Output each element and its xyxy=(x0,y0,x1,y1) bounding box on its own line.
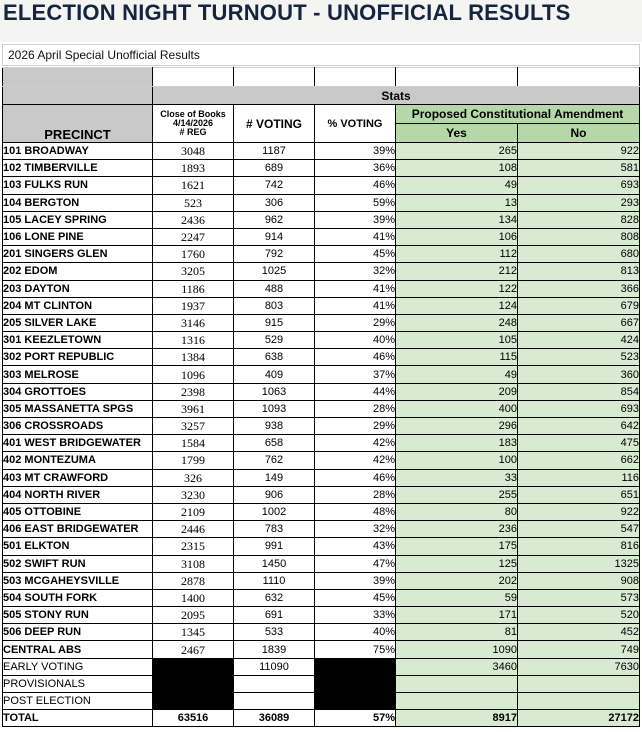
registered-count: 1096 xyxy=(153,366,234,383)
no-votes: 1325 xyxy=(518,555,640,572)
early-voting-label: EARLY VOTING xyxy=(3,658,153,675)
voting-count: 938 xyxy=(234,418,315,435)
registered-count: 3230 xyxy=(153,486,234,503)
no-votes: 693 xyxy=(518,177,640,194)
close-date-label: 4/14/2026 xyxy=(172,118,214,128)
precinct-name: 501 ELKTON xyxy=(3,538,153,555)
voting-count: 991 xyxy=(234,538,315,555)
no-votes: 854 xyxy=(518,383,640,400)
provisionals-row xyxy=(3,675,640,692)
no-votes: 366 xyxy=(518,280,640,297)
registered-count: 2467 xyxy=(153,641,234,658)
voting-count: 488 xyxy=(234,280,315,297)
yes-votes: 183 xyxy=(396,435,518,452)
precinct-name: 504 SOUTH FORK xyxy=(3,589,153,606)
yes-header: Yes xyxy=(396,124,518,143)
voting-percent: 32% xyxy=(315,263,396,280)
registered-count: 3108 xyxy=(153,555,234,572)
precinct-name: 301 KEEZLETOWN xyxy=(3,332,153,349)
precinct-name: 304 GROTTOES xyxy=(3,383,153,400)
precinct-row xyxy=(3,143,640,160)
redacted-cell xyxy=(153,675,234,692)
results-sheet xyxy=(0,42,642,732)
registered-count: 1937 xyxy=(153,297,234,314)
no-votes: 651 xyxy=(518,486,640,503)
precinct-row xyxy=(3,555,640,572)
voting-percent: 28% xyxy=(315,400,396,417)
redacted-cell xyxy=(153,658,234,675)
spacer-row xyxy=(3,68,640,87)
registered-count: 1400 xyxy=(153,589,234,606)
yes-votes: 255 xyxy=(396,486,518,503)
registered-count: 2247 xyxy=(153,228,234,245)
no-votes: 581 xyxy=(518,160,640,177)
registered-count: 3961 xyxy=(153,400,234,417)
precinct-name: 204 MT CLINTON xyxy=(3,297,153,314)
precinct-name: 101 BROADWAY xyxy=(3,143,153,160)
precinct-name: 105 LACEY SPRING xyxy=(3,211,153,228)
no-header: No xyxy=(518,124,640,143)
voting-percent: 41% xyxy=(315,297,396,314)
yes-votes: 202 xyxy=(396,572,518,589)
total-no: 27172 xyxy=(518,710,640,727)
registered-count: 2446 xyxy=(153,521,234,538)
no-votes: 116 xyxy=(518,469,640,486)
early-voting-count: 11090 xyxy=(234,658,315,675)
page-title: ELECTION NIGHT TURNOUT - UNOFFICIAL RESULTS xyxy=(3,0,571,25)
registered-count: 2878 xyxy=(153,572,234,589)
precinct-row xyxy=(3,400,640,417)
voting-percent: 39% xyxy=(315,572,396,589)
yes-votes: 49 xyxy=(396,366,518,383)
no-votes: 680 xyxy=(518,246,640,263)
no-votes: 679 xyxy=(518,297,640,314)
precinct-row xyxy=(3,177,640,194)
precinct-row xyxy=(3,607,640,624)
no-votes: 749 xyxy=(518,641,640,658)
group-header-row xyxy=(3,105,640,124)
yes-votes: 108 xyxy=(396,160,518,177)
voting-count: 783 xyxy=(234,521,315,538)
precinct-row xyxy=(3,332,640,349)
precinct-row xyxy=(3,297,640,314)
precinct-row xyxy=(3,538,640,555)
close-of-books-header xyxy=(153,105,234,143)
no-votes: 475 xyxy=(518,435,640,452)
no-votes: 908 xyxy=(518,572,640,589)
no-votes: 922 xyxy=(518,143,640,160)
voting-count: 1450 xyxy=(234,555,315,572)
voting-percent: 41% xyxy=(315,280,396,297)
registered-count: 326 xyxy=(153,469,234,486)
precinct-name: 103 FULKS RUN xyxy=(3,177,153,194)
voting-percent: 43% xyxy=(315,538,396,555)
yes-votes: 236 xyxy=(396,521,518,538)
voting-percent: 47% xyxy=(315,555,396,572)
voting-count: 529 xyxy=(234,332,315,349)
precinct-name: 302 PORT REPUBLIC xyxy=(3,349,153,366)
precinct-row xyxy=(3,589,640,606)
precinct-name: CENTRAL ABS xyxy=(3,641,153,658)
voting-count: 915 xyxy=(234,314,315,331)
no-votes: 520 xyxy=(518,607,640,624)
precinct-row xyxy=(3,469,640,486)
precinct-name: 403 MT CRAWFORD xyxy=(3,469,153,486)
voting-percent: 29% xyxy=(315,314,396,331)
yes-votes: 105 xyxy=(396,332,518,349)
no-votes: 360 xyxy=(518,366,640,383)
precinct-name: 203 DAYTON xyxy=(3,280,153,297)
no-votes: 452 xyxy=(518,624,640,641)
registered-count: 3048 xyxy=(153,143,234,160)
precinct-name: 104 BERGTON xyxy=(3,194,153,211)
precinct-name: 102 TIMBERVILLE xyxy=(3,160,153,177)
yes-votes: 175 xyxy=(396,538,518,555)
precinct-name: 202 EDOM xyxy=(3,263,153,280)
no-votes: 573 xyxy=(518,589,640,606)
voting-percent: 33% xyxy=(315,607,396,624)
precinct-row xyxy=(3,435,640,452)
precinct-header: PRECINCT xyxy=(3,105,153,143)
registered-count: 1584 xyxy=(153,435,234,452)
voting-percent: 45% xyxy=(315,589,396,606)
precinct-name: 505 STONY RUN xyxy=(3,607,153,624)
voting-count: 1187 xyxy=(234,143,315,160)
total-yes: 8917 xyxy=(396,710,518,727)
registered-count: 3257 xyxy=(153,418,234,435)
precinct-name: 305 MASSANETTA SPGS xyxy=(3,400,153,417)
total-row xyxy=(3,710,640,727)
precinct-row xyxy=(3,486,640,503)
yes-votes: 1090 xyxy=(396,641,518,658)
yes-votes: 115 xyxy=(396,349,518,366)
voting-count: 962 xyxy=(234,211,315,228)
registered-count: 1760 xyxy=(153,246,234,263)
yes-votes: 212 xyxy=(396,263,518,280)
voting-percent: 40% xyxy=(315,332,396,349)
total-pct: 57% xyxy=(315,710,396,727)
redacted-cell xyxy=(315,675,396,692)
voting-count: 803 xyxy=(234,297,315,314)
redacted-cell xyxy=(315,693,396,710)
precinct-row xyxy=(3,194,640,211)
stats-header: Stats xyxy=(153,87,640,105)
early-voting-no: 7630 xyxy=(518,658,640,675)
precinct-row xyxy=(3,228,640,245)
precinct-name: 401 WEST BRIDGEWATER xyxy=(3,435,153,452)
voting-percent: 29% xyxy=(315,418,396,435)
registered-count: 1384 xyxy=(153,349,234,366)
close-of-books-label: Close of Books xyxy=(160,109,226,119)
precinct-name: 502 SWIFT RUN xyxy=(3,555,153,572)
yes-votes: 59 xyxy=(396,589,518,606)
voting-percent: 59% xyxy=(315,194,396,211)
precinct-row xyxy=(3,418,640,435)
yes-votes: 124 xyxy=(396,297,518,314)
registered-count: 1316 xyxy=(153,332,234,349)
voting-count: 792 xyxy=(234,246,315,263)
voting-count: 762 xyxy=(234,452,315,469)
stats-header-row xyxy=(3,87,640,105)
yes-votes: 106 xyxy=(396,228,518,245)
registered-count: 3205 xyxy=(153,263,234,280)
yes-votes: 209 xyxy=(396,383,518,400)
voting-percent: 32% xyxy=(315,521,396,538)
registered-count: 2436 xyxy=(153,211,234,228)
precinct-row xyxy=(3,521,640,538)
voting-count: 1110 xyxy=(234,572,315,589)
voting-percent: 45% xyxy=(315,246,396,263)
early-voting-row xyxy=(3,658,640,675)
yes-votes: 134 xyxy=(396,211,518,228)
voting-count: 1093 xyxy=(234,400,315,417)
yes-votes: 80 xyxy=(396,503,518,520)
voting-percent: 42% xyxy=(315,452,396,469)
yes-votes: 296 xyxy=(396,418,518,435)
precinct-name: 506 DEEP RUN xyxy=(3,624,153,641)
registered-count: 2315 xyxy=(153,538,234,555)
yes-votes: 49 xyxy=(396,177,518,194)
registered-count: 523 xyxy=(153,194,234,211)
precinct-name: 106 LONE PINE xyxy=(3,228,153,245)
post-election-row xyxy=(3,693,640,710)
precinct-name: 205 SILVER LAKE xyxy=(3,314,153,331)
reg-label: # REG xyxy=(179,127,207,137)
voting-percent: 41% xyxy=(315,228,396,245)
precinct-name: 306 CROSSROADS xyxy=(3,418,153,435)
registered-count: 2398 xyxy=(153,383,234,400)
voting-count: 1839 xyxy=(234,641,315,658)
yes-votes: 13 xyxy=(396,194,518,211)
total-voting: 36089 xyxy=(234,710,315,727)
precinct-name: 402 MONTEZUMA xyxy=(3,452,153,469)
amendment-header: Proposed Constitutional Amendment xyxy=(396,105,640,124)
yes-votes: 400 xyxy=(396,400,518,417)
no-votes: 813 xyxy=(518,263,640,280)
precinct-row xyxy=(3,624,640,641)
precinct-rows xyxy=(3,143,640,659)
voting-count: 742 xyxy=(234,177,315,194)
pct-voting-header: % VOTING xyxy=(315,105,396,143)
precinct-name: 406 EAST BRIDGEWATER xyxy=(3,521,153,538)
results-table xyxy=(2,67,640,727)
voting-count: 533 xyxy=(234,624,315,641)
voting-count: 1063 xyxy=(234,383,315,400)
precinct-name: 201 SINGERS GLEN xyxy=(3,246,153,263)
voting-count: 689 xyxy=(234,160,315,177)
precinct-name: 503 MCGAHEYSVILLE xyxy=(3,572,153,589)
total-reg: 63516 xyxy=(153,710,234,727)
precinct-row xyxy=(3,383,640,400)
voting-percent: 36% xyxy=(315,160,396,177)
precinct-row xyxy=(3,280,640,297)
yes-votes: 171 xyxy=(396,607,518,624)
sheet-title: 2026 April Special Unofficial Results xyxy=(2,44,640,66)
no-votes: 547 xyxy=(518,521,640,538)
yes-votes: 33 xyxy=(396,469,518,486)
voting-count: 306 xyxy=(234,194,315,211)
voting-count: 658 xyxy=(234,435,315,452)
no-votes: 828 xyxy=(518,211,640,228)
voting-count: 632 xyxy=(234,589,315,606)
voting-percent: 39% xyxy=(315,143,396,160)
yes-votes: 265 xyxy=(396,143,518,160)
precinct-row xyxy=(3,452,640,469)
registered-count: 3146 xyxy=(153,314,234,331)
voting-percent: 46% xyxy=(315,469,396,486)
voting-count: 1025 xyxy=(234,263,315,280)
precinct-row xyxy=(3,246,640,263)
voting-count: 409 xyxy=(234,366,315,383)
precinct-name: 404 NORTH RIVER xyxy=(3,486,153,503)
registered-count: 2095 xyxy=(153,607,234,624)
precinct-name: 303 MELROSE xyxy=(3,366,153,383)
no-votes: 523 xyxy=(518,349,640,366)
no-votes: 662 xyxy=(518,452,640,469)
post-election-label: POST ELECTION xyxy=(3,693,153,710)
voting-percent: 42% xyxy=(315,435,396,452)
precinct-row xyxy=(3,641,640,658)
no-votes: 293 xyxy=(518,194,640,211)
voting-percent: 46% xyxy=(315,177,396,194)
registered-count: 1186 xyxy=(153,280,234,297)
yes-votes: 100 xyxy=(396,452,518,469)
precinct-row xyxy=(3,572,640,589)
precinct-row xyxy=(3,366,640,383)
precinct-name: 405 OTTOBINE xyxy=(3,503,153,520)
voting-percent: 48% xyxy=(315,503,396,520)
voting-count: 906 xyxy=(234,486,315,503)
precinct-row xyxy=(3,503,640,520)
registered-count: 1345 xyxy=(153,624,234,641)
precinct-row xyxy=(3,314,640,331)
no-votes: 816 xyxy=(518,538,640,555)
voting-count: 149 xyxy=(234,469,315,486)
voting-percent: 39% xyxy=(315,211,396,228)
early-voting-yes: 3460 xyxy=(396,658,518,675)
no-votes: 424 xyxy=(518,332,640,349)
voting-percent: 75% xyxy=(315,641,396,658)
precinct-row xyxy=(3,349,640,366)
precinct-row xyxy=(3,211,640,228)
registered-count: 1621 xyxy=(153,177,234,194)
no-votes: 667 xyxy=(518,314,640,331)
yes-votes: 122 xyxy=(396,280,518,297)
no-votes: 693 xyxy=(518,400,640,417)
registered-count: 1893 xyxy=(153,160,234,177)
registered-count: 1799 xyxy=(153,452,234,469)
voting-percent: 46% xyxy=(315,349,396,366)
voting-count: 691 xyxy=(234,607,315,624)
voting-percent: 44% xyxy=(315,383,396,400)
yes-votes: 248 xyxy=(396,314,518,331)
voting-percent: 40% xyxy=(315,624,396,641)
voting-count: 638 xyxy=(234,349,315,366)
redacted-cell xyxy=(153,693,234,710)
redacted-cell xyxy=(315,658,396,675)
no-votes: 808 xyxy=(518,228,640,245)
total-label: TOTAL xyxy=(3,710,153,727)
yes-votes: 125 xyxy=(396,555,518,572)
voting-percent: 37% xyxy=(315,366,396,383)
registered-count: 2109 xyxy=(153,503,234,520)
precinct-row xyxy=(3,160,640,177)
voting-count: 1002 xyxy=(234,503,315,520)
yes-votes: 81 xyxy=(396,624,518,641)
precinct-row xyxy=(3,263,640,280)
yes-votes: 112 xyxy=(396,246,518,263)
provisionals-label: PROVISIONALS xyxy=(3,675,153,692)
voting-count: 914 xyxy=(234,228,315,245)
no-votes: 642 xyxy=(518,418,640,435)
no-votes: 922 xyxy=(518,503,640,520)
voting-header: # VOTING xyxy=(234,105,315,143)
voting-percent: 28% xyxy=(315,486,396,503)
